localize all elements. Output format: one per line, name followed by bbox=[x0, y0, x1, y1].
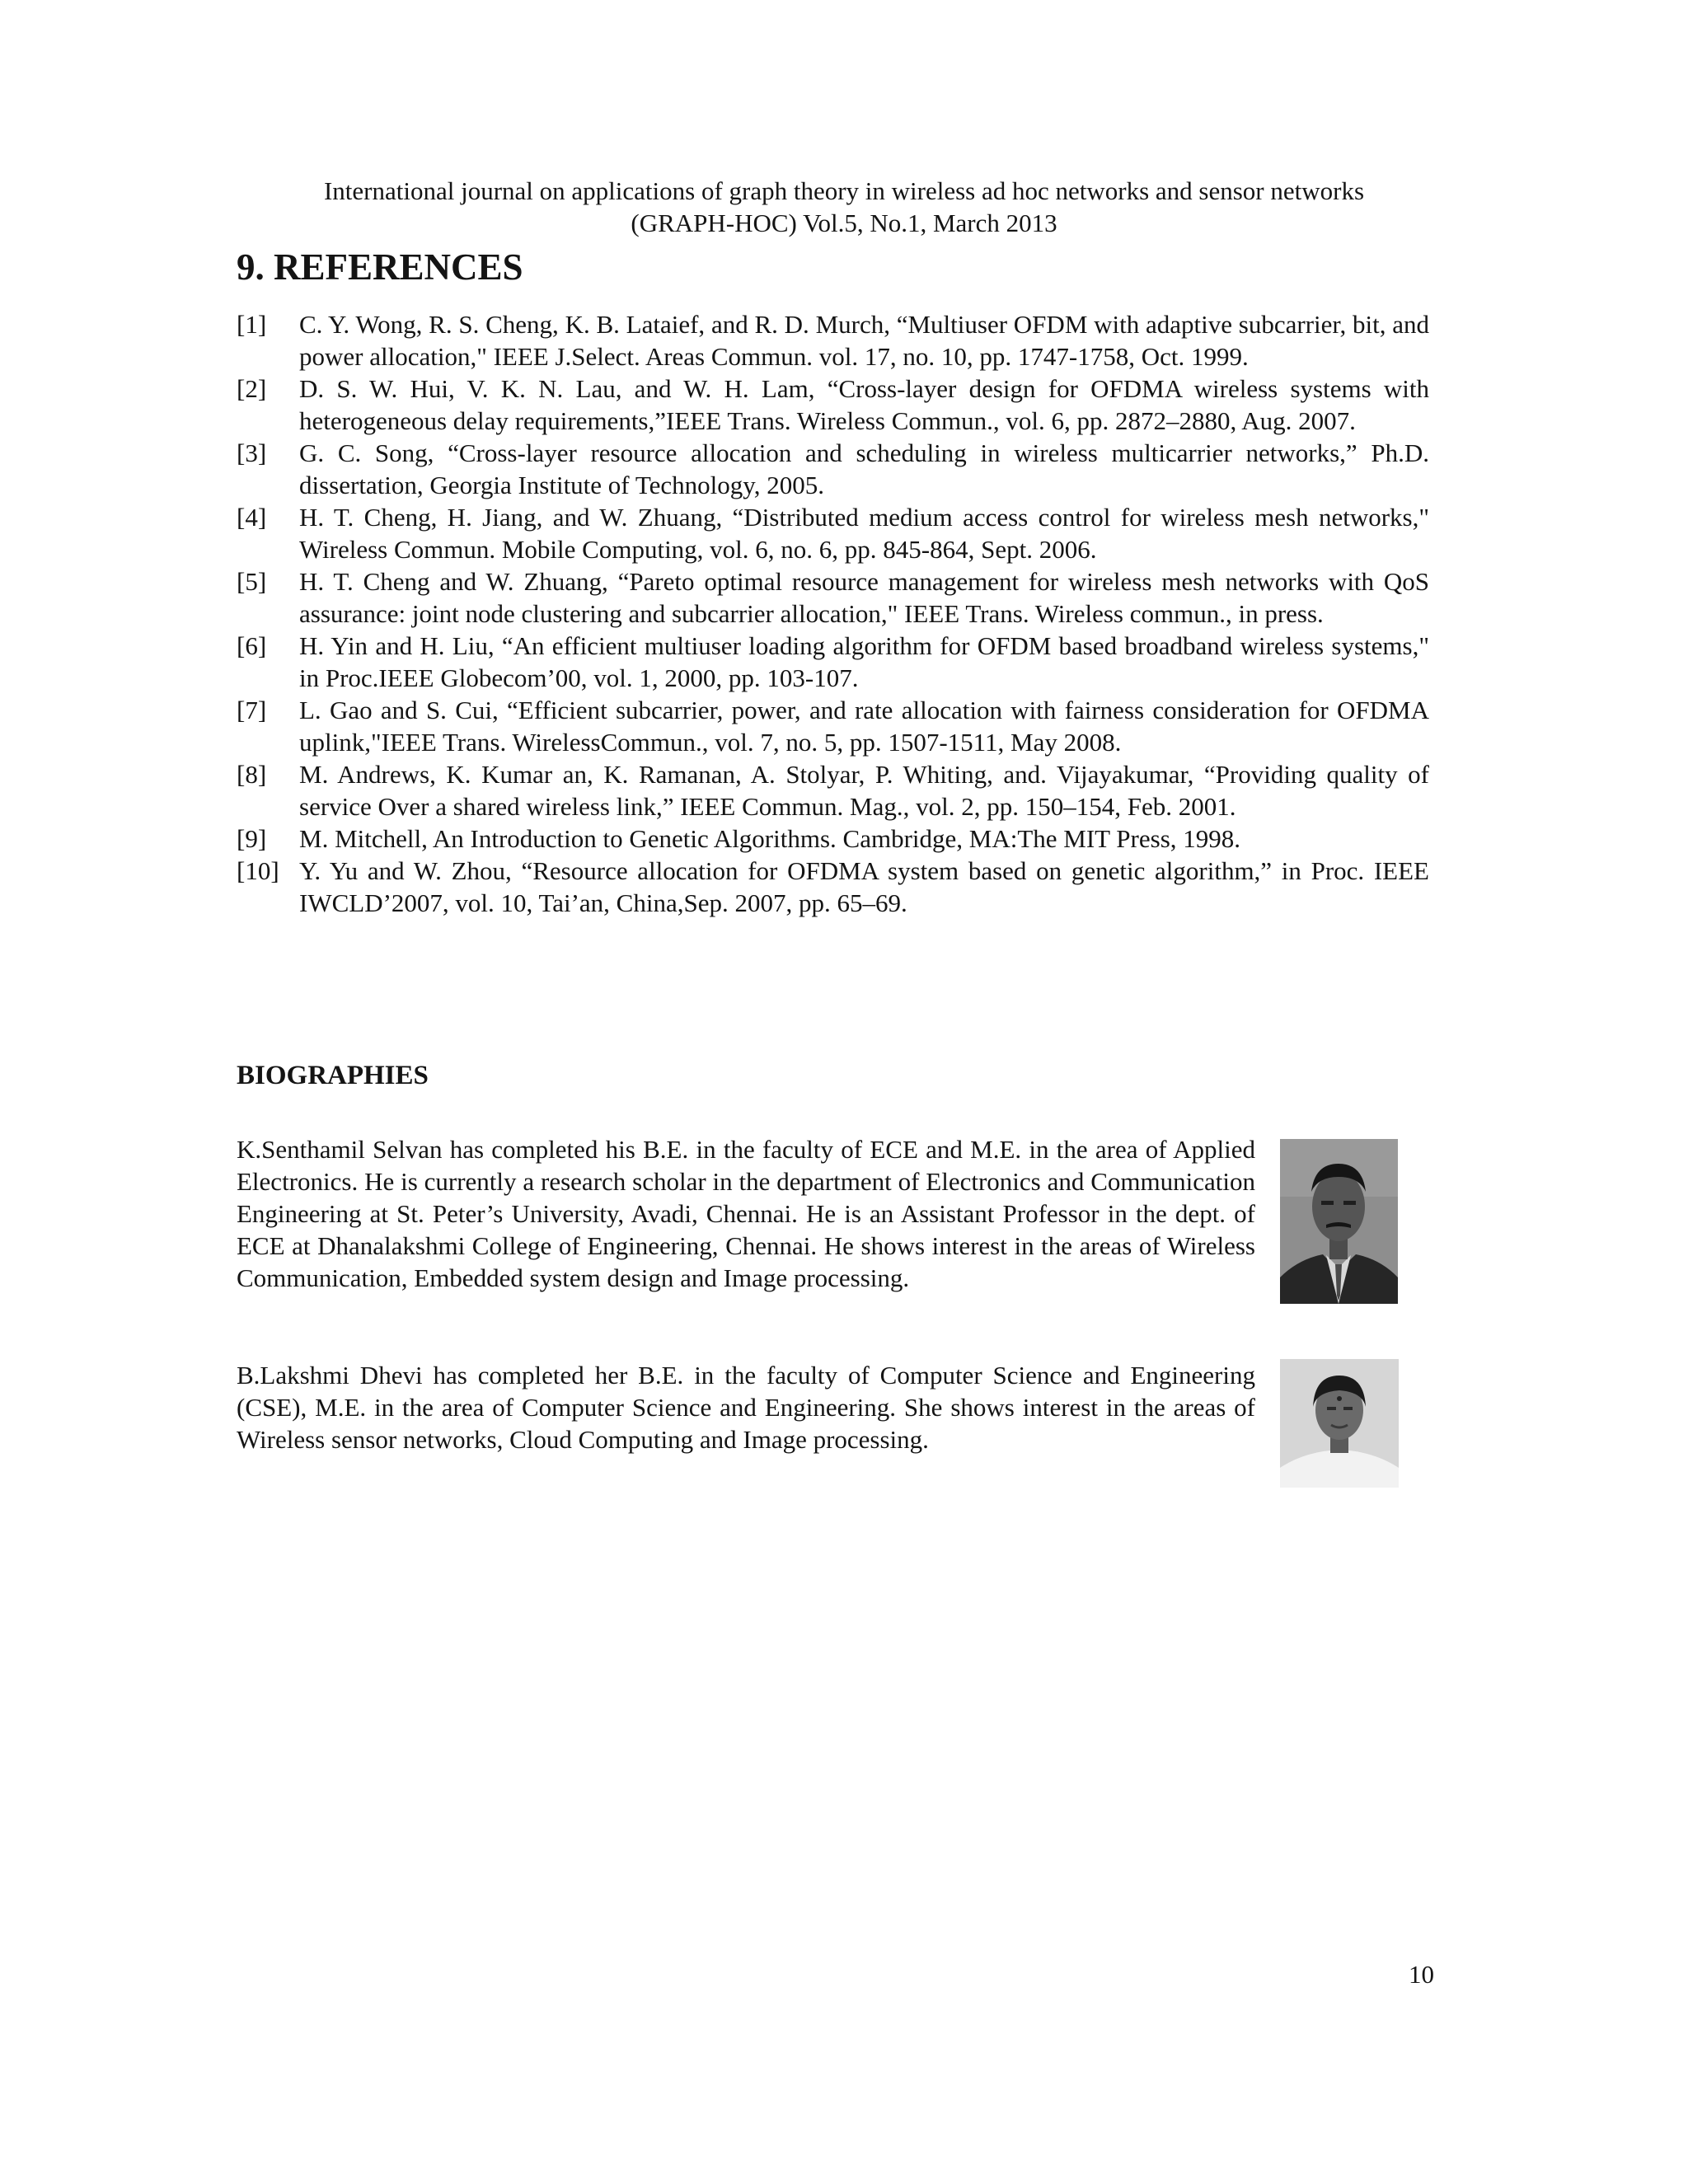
reference-text: L. Gao and S. Cui, “Efficient subcarrier, power, and rate allocation with fairness consideration for OFDMA uplink,"IEEE Trans. WirelessCommun., vol. 7, no. 5, pp. 1507-1511, May 2008. bbox=[299, 696, 1429, 757]
reference-item bbox=[237, 630, 1429, 694]
reference-number: [1] bbox=[237, 310, 267, 339]
reference-number: [6] bbox=[237, 631, 267, 660]
biography-text-2: B.Lakshmi Dhevi has completed her B.E. in the faculty of Computer Science and Engineering (CSE), M.E. in the area of Computer Science and Engineering. She shows interest in the areas of Wireless sensor networks, Cloud Computing and Image processing. bbox=[237, 1361, 1255, 1454]
reference-text: H. T. Cheng and W. Zhuang, “Pareto optimal resource management for wireless mesh networks with QoS assurance: joint node clustering and subcarrier allocation," IEEE Trans. Wireless commun., in press. bbox=[299, 567, 1429, 628]
reference-number: [4] bbox=[237, 503, 267, 532]
reference-item bbox=[237, 823, 1429, 855]
reference-list bbox=[237, 308, 1429, 919]
reference-text: D. S. W. Hui, V. K. N. Lau, and W. H. Lam, “Cross-layer design for OFDMA wireless systems with heterogeneous delay requirements,”IEEE Trans. Wireless Commun., vol. 6, pp. 2872–2880, Aug. 2007. bbox=[299, 374, 1429, 435]
reference-item bbox=[237, 758, 1429, 823]
reference-number: [8] bbox=[237, 760, 267, 789]
reference-item bbox=[237, 565, 1429, 630]
references-heading: 9. REFERENCES bbox=[237, 246, 523, 288]
biographies-heading: BIOGRAPHIES bbox=[237, 1061, 429, 1090]
reference-text: H. Yin and H. Liu, “An efficient multiuser loading algorithm for OFDM based broadband wireless systems," in Proc.IEEE Globecom’00, vol. 1, 2000, pp. 103-107. bbox=[299, 631, 1429, 692]
journal-header bbox=[0, 175, 1688, 239]
reference-item bbox=[237, 694, 1429, 758]
journal-volume-line: (GRAPH-HOC) Vol.5, No.1, March 2013 bbox=[631, 209, 1057, 237]
page-number: 10 bbox=[1409, 1960, 1434, 1989]
reference-item bbox=[237, 308, 1429, 373]
reference-number: [3] bbox=[237, 438, 267, 467]
reference-number: [2] bbox=[237, 374, 267, 403]
reference-text: H. T. Cheng, H. Jiang, and W. Zhuang, “Distributed medium access control for wireless mesh networks," Wireless Commun. Mobile Computing, vol. 6, no. 6, pp. 845-864, Sept. 2006. bbox=[299, 503, 1429, 564]
reference-number: [5] bbox=[237, 567, 267, 596]
reference-number: [7] bbox=[237, 696, 267, 724]
reference-number: [10] bbox=[237, 856, 279, 885]
reference-text: M. Andrews, K. Kumar an, K. Ramanan, A. Stolyar, P. Whiting, and. Vijayakumar, “Providing quality of service Over a shared wireless link,” IEEE Commun. Mag., vol. 2, pp. 150–154, Feb. 2001. bbox=[299, 760, 1429, 821]
biography-text-1: K.Senthamil Selvan has completed his B.E. in the faculty of ECE and M.E. in the area of Applied Electronics. He is currently a research scholar in the department of Electronics and Communication Engineering at St. Peter’s University, Avadi, Chennai. He is an Assistant Professor in the dept. of ECE at Dhanalakshmi College of Engineering, Chennai. He shows interest in the areas of Wireless Communication, Embedded system design and Image processing. bbox=[237, 1135, 1255, 1292]
reference-item bbox=[237, 501, 1429, 565]
author-photo-2 bbox=[1280, 1359, 1399, 1488]
reference-number: [9] bbox=[237, 824, 267, 853]
reference-text: C. Y. Wong, R. S. Cheng, K. B. Lataief, and R. D. Murch, “Multiuser OFDM with adaptive subcarrier, bit, and power allocation," IEEE J.Select. Areas Commun. vol. 17, no. 10, pp. 1747-1758, Oct. 1999. bbox=[299, 310, 1429, 371]
reference-item bbox=[237, 373, 1429, 437]
reference-text: G. C. Song, “Cross-layer resource allocation and scheduling in wireless multicarrier networks,” Ph.D. dissertation, Georgia Institute of Technology, 2005. bbox=[299, 438, 1429, 499]
journal-title-line: International journal on applications of graph theory in wireless ad hoc networks and sensor networks bbox=[323, 176, 1365, 205]
reference-text: Y. Yu and W. Zhou, “Resource allocation for OFDMA system based on genetic algorithm,” in Proc. IEEE IWCLD’2007, vol. 10, Tai’an, China,Sep. 2007, pp. 65–69. bbox=[299, 856, 1429, 917]
reference-item bbox=[237, 437, 1429, 501]
author-photo-1 bbox=[1280, 1139, 1398, 1304]
reference-item bbox=[237, 855, 1429, 919]
reference-text: M. Mitchell, An Introduction to Genetic Algorithms. Cambridge, MA:The MIT Press, 1998. bbox=[299, 824, 1241, 853]
